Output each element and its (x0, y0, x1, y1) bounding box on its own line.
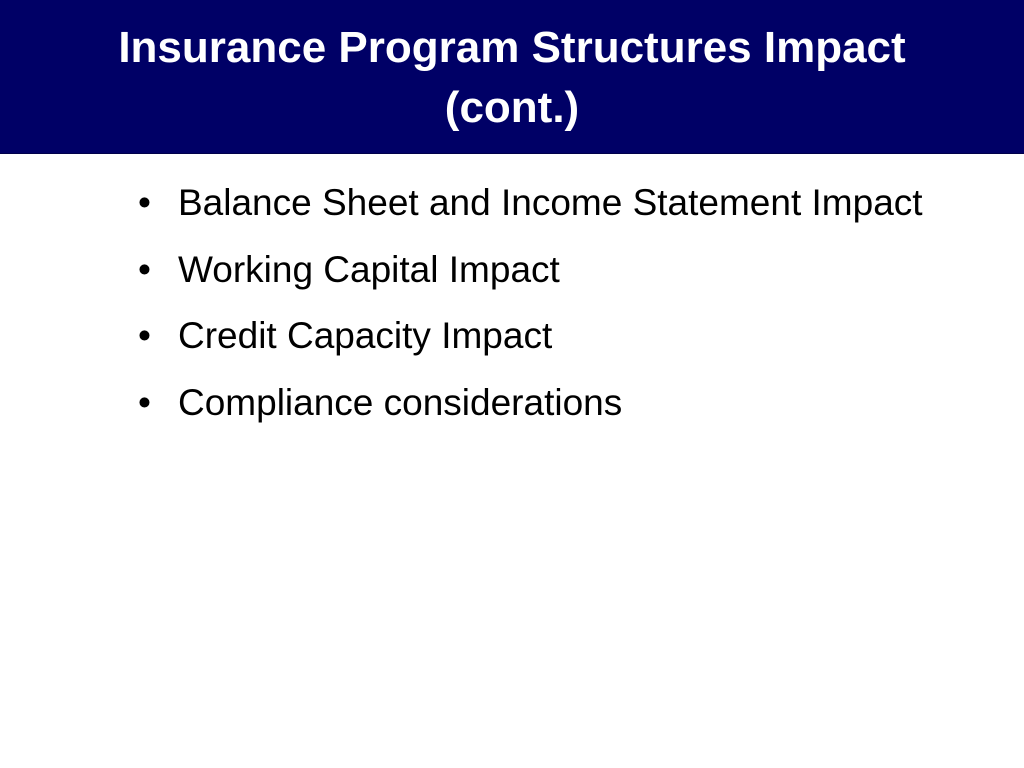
bullet-dot-icon: • (138, 381, 151, 423)
bullet-label: Compliance considerations (178, 381, 623, 423)
slide-title (0, 18, 1024, 138)
bullet-list (138, 182, 923, 448)
title-banner (0, 0, 1024, 154)
bullet-item-credit-capacity (138, 315, 923, 382)
slide-title-line-2: (cont.) (444, 83, 580, 132)
bullet-label: Credit Capacity Impact (178, 315, 553, 356)
bullet-label: Balance Sheet and Income Statement Impact (178, 182, 923, 223)
bullet-dot-icon: • (138, 248, 151, 290)
bullet-label: Working Capital Impact (178, 248, 560, 290)
bullet-item-balance-sheet (138, 182, 923, 249)
bullet-item-compliance (138, 382, 923, 449)
slide-title-line-1: Insurance Program Structures Impact (118, 23, 906, 72)
bullet-dot-icon: • (138, 182, 151, 223)
bullet-item-working-capital (138, 249, 923, 316)
bullet-dot-icon: • (138, 315, 151, 356)
